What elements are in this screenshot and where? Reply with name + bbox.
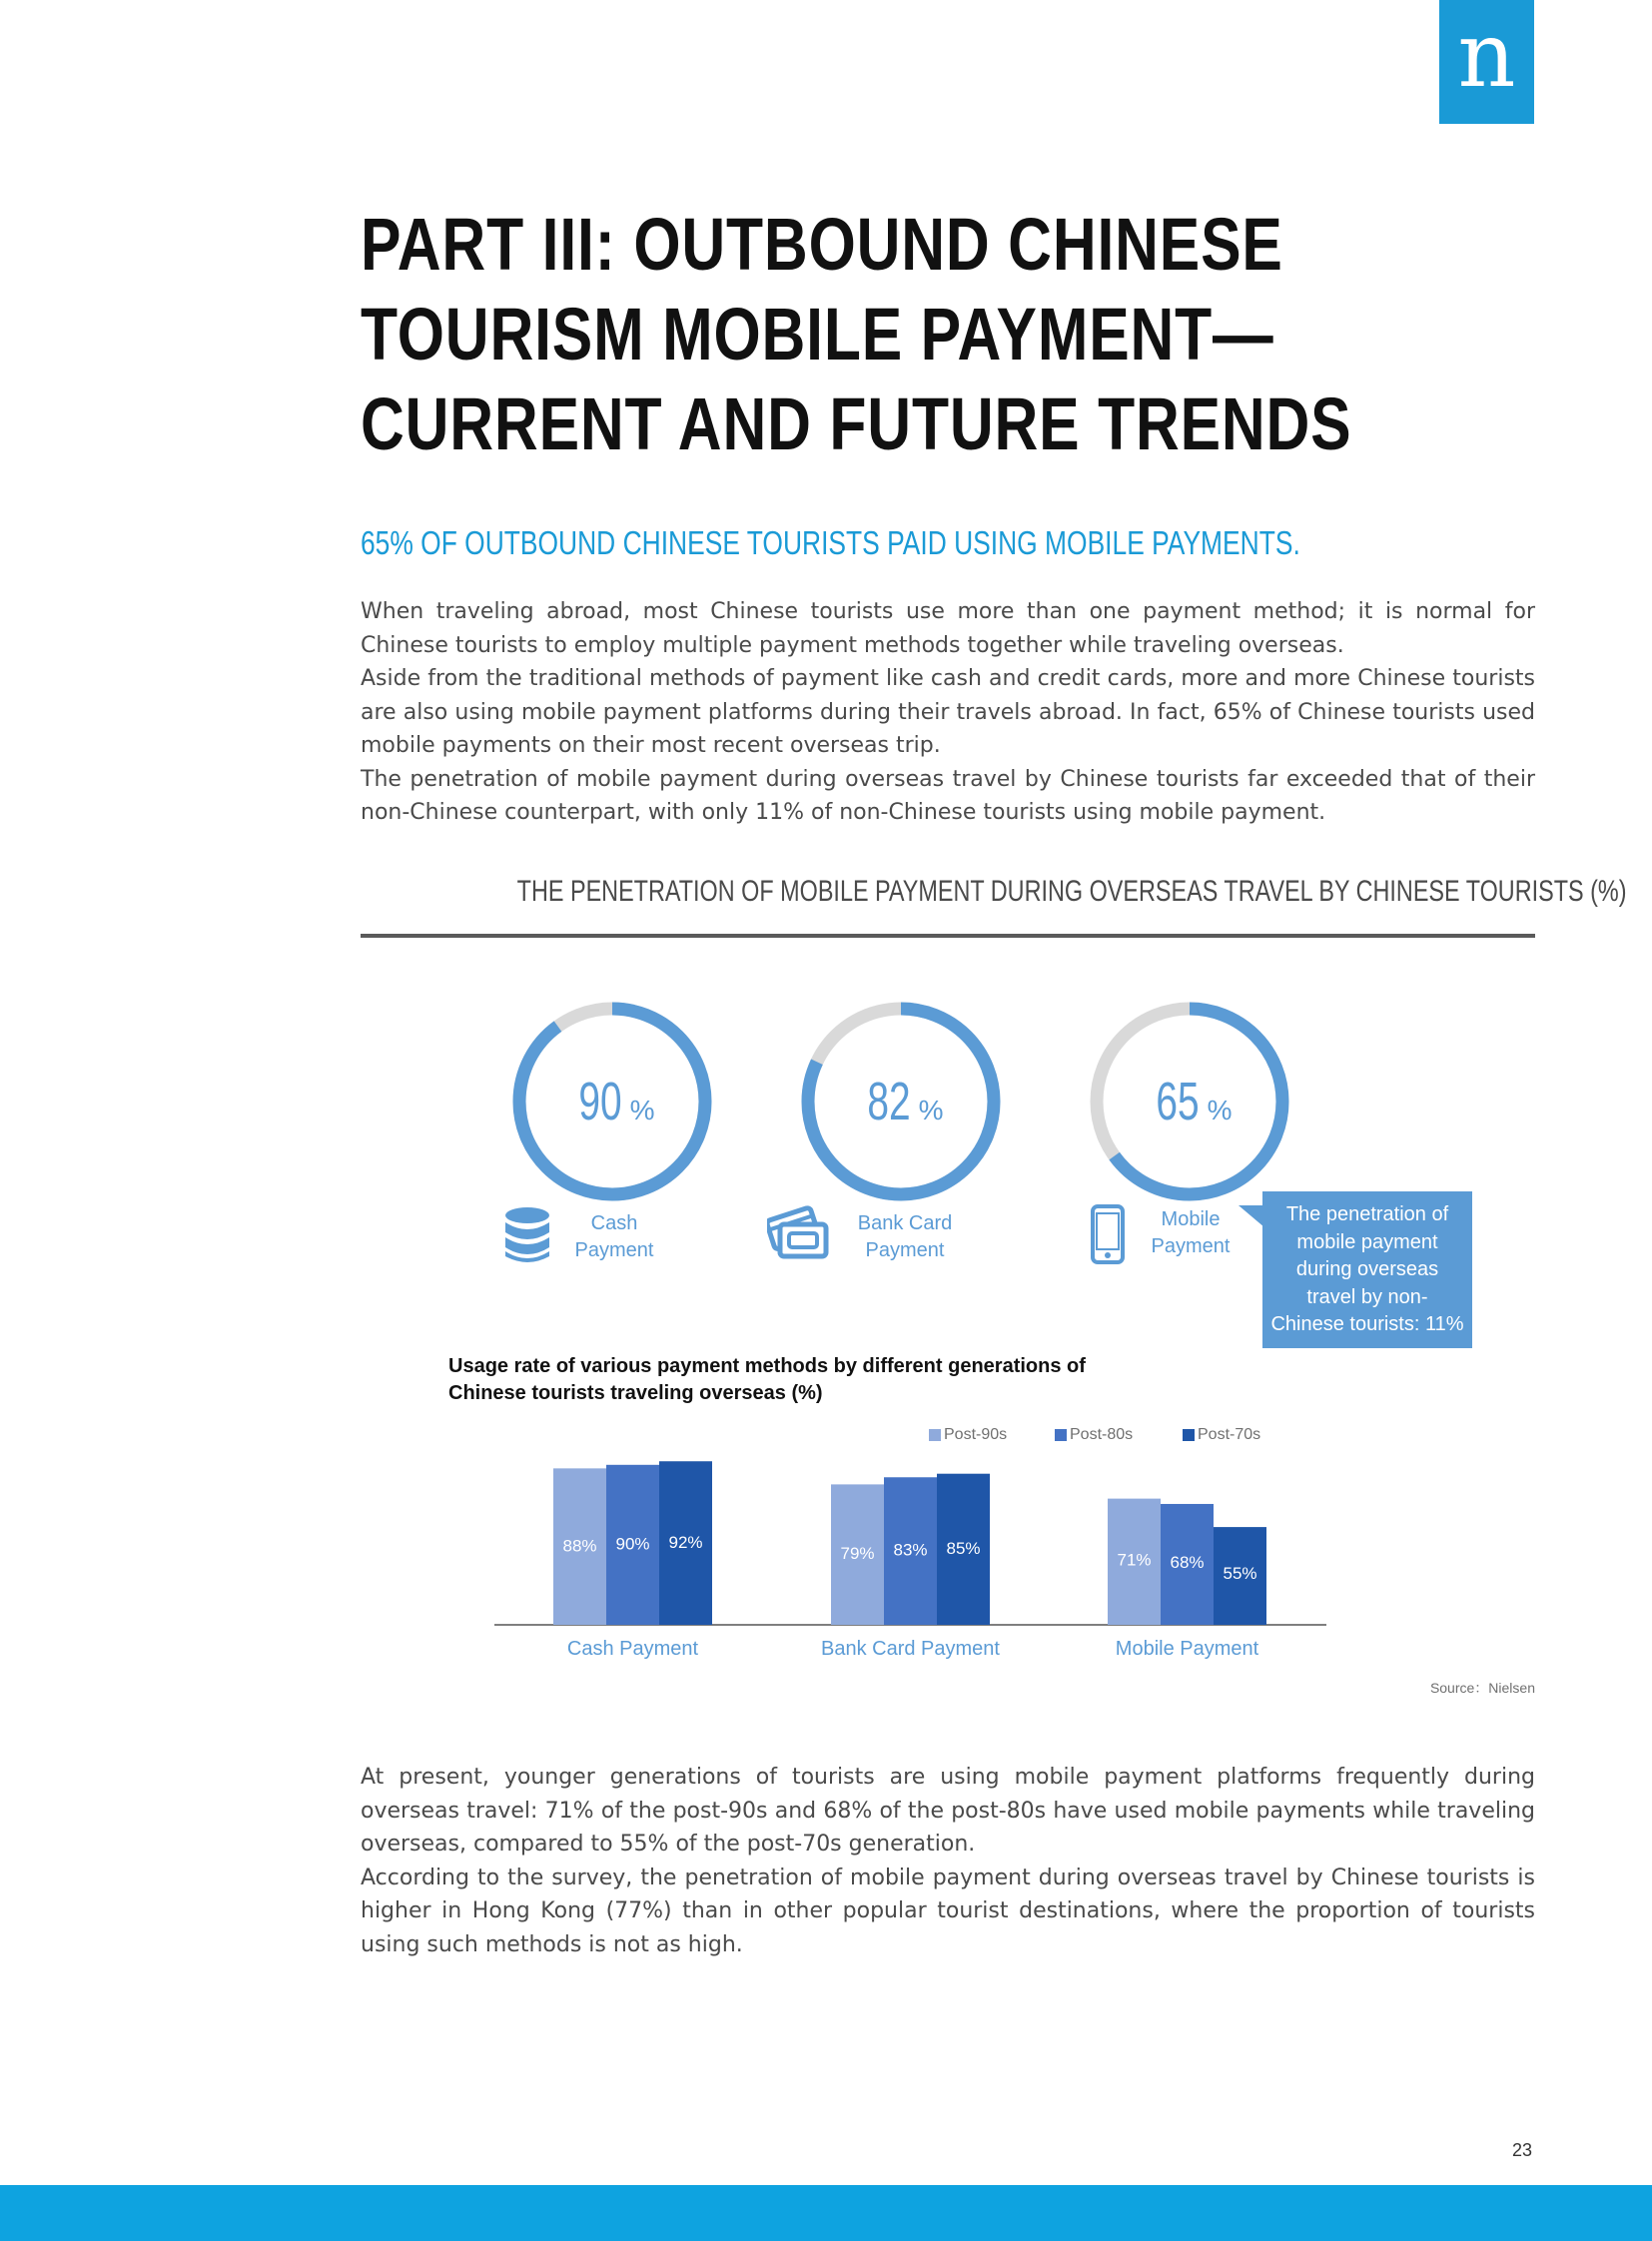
donut-cash-label-line1: Cash (590, 1212, 638, 1234)
bar-chart-title-line1: Usage rate of various payment methods by different generations of (448, 1355, 1086, 1377)
bar-chart-title-line2: Chinese tourists traveling overseas (%) (448, 1382, 823, 1404)
infographic-title-text: THE PENETRATION OF MOBILE PAYMENT DURING OVERSEAS TRAVEL BY CHINESE TOURISTS (%) (516, 875, 1627, 908)
source-note: Source：Nielsen (1429, 1680, 1535, 1696)
closing-paragraph-1: At present, younger generations of tourists are using mobile payment platforms frequently during overseas travel: 71% of the post-90s and 68% of the post-80s have used mobile payments while traveling overseas, compared to 55% of the post-70s generation. (361, 1765, 1535, 1857)
donut-mobile-label-line1: Mobile (1161, 1208, 1221, 1230)
intro-paragraph-1: When traveling abroad, most Chinese tourists use more than one payment method; it is normal for Chinese tourists to employ multiple payment methods together while traveling overseas. (361, 599, 1535, 658)
bar-value-label: 88% (562, 1536, 597, 1556)
bar-value-label: 90% (615, 1534, 650, 1554)
callout-line-5: Chinese tourists: 11% (1270, 1313, 1464, 1335)
intro-paragraph-2: Aside from the traditional methods of payment like cash and credit cards, more and more Chinese tourists are also using mobile payment platforms during their travels abroad. In fact, 65% of Chinese tourists used mobile payments on their most recent overseas trip. (361, 666, 1535, 758)
bar-value-label: 83% (893, 1540, 928, 1560)
donut-cash-number: 90 (577, 1072, 622, 1131)
legend-label-post-80s: Post-80s (1070, 1426, 1134, 1443)
category-label: Cash Payment (566, 1638, 699, 1660)
callout-line-2: mobile payment (1296, 1230, 1438, 1253)
donut-bankcard-number: 82 (866, 1072, 911, 1131)
closing-paragraph-2: According to the survey, the penetration of mobile payment during overseas travel by Chinese tourists is higher in Hong Kong (77%) than in other popular tourist destinations, where the proportion of tourists using such methods is not as high. (361, 1865, 1535, 1957)
bar-value-label: 79% (840, 1543, 875, 1563)
donut-mobile-number: 65 (1155, 1072, 1200, 1131)
bar-value-label: 92% (668, 1533, 703, 1553)
intro-paragraph-3: The penetration of mobile payment during overseas travel by Chinese tourists far exceeded that of their non-Chinese counterpart, with only 11% of non-Chinese tourists using mobile payment. (361, 766, 1535, 825)
category-label: Mobile Payment (1115, 1638, 1259, 1660)
bar-value-label: 68% (1170, 1553, 1205, 1573)
bar-value-label: 55% (1223, 1563, 1257, 1583)
bar-value-label: 85% (946, 1538, 981, 1558)
donut-mobile-label-line2: Payment (1151, 1235, 1231, 1257)
donut-bankcard-pct: % (918, 1095, 944, 1125)
nielsen-logo: n (1439, 0, 1534, 124)
legend-label-post-90s: Post-90s (944, 1426, 1008, 1443)
legend-label-post-70s: Post-70s (1198, 1426, 1261, 1443)
callout-line-1: The penetration of (1285, 1203, 1449, 1225)
footer-bar (0, 2185, 1652, 2241)
category-label: Bank Card Payment (821, 1638, 1000, 1660)
donut-cash-pct: % (629, 1095, 655, 1125)
donut-bankcard-label-line1: Bank Card (857, 1212, 953, 1234)
callout-line-3: during overseas (1295, 1258, 1439, 1280)
page-number: 23 (1512, 2140, 1533, 2160)
donut-cash-label-line2: Payment (574, 1239, 654, 1261)
section-subheading: 65% OF OUTBOUND CHINESE TOURISTS PAID USING MOBILE PAYMENTS. (361, 524, 1300, 561)
closing-text (361, 1761, 1535, 1961)
donut-bankcard-label-line2: Payment (865, 1239, 945, 1261)
page-title: PART III: OUTBOUND CHINESE TOURISM MOBILE PAYMENT—CURRENT AND FUTURE TRENDS (361, 203, 1352, 465)
bar-value-label: 71% (1117, 1550, 1152, 1570)
donut-mobile-pct: % (1207, 1095, 1233, 1125)
callout-line-4: travel by non- (1306, 1285, 1428, 1308)
